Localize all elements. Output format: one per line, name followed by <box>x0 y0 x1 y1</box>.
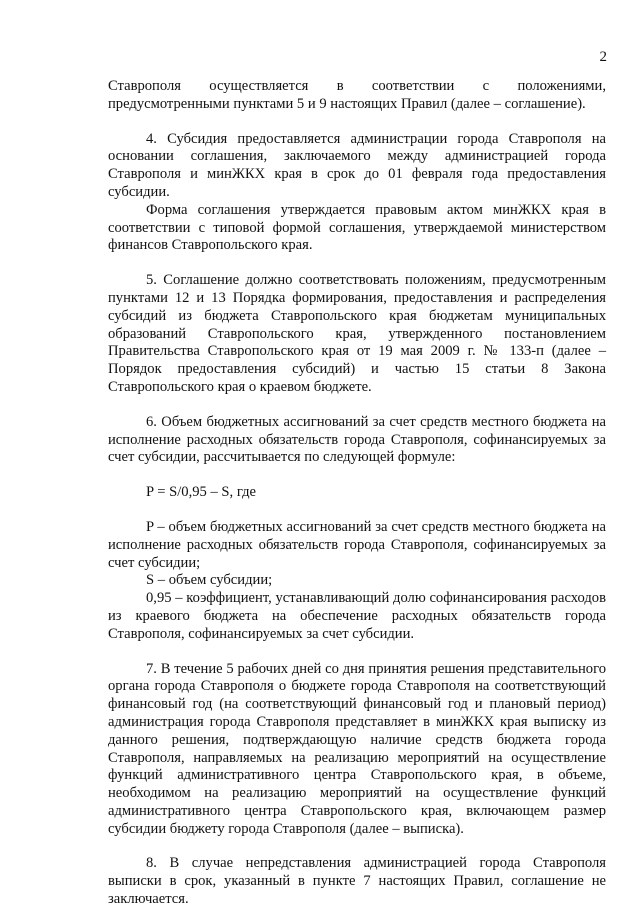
formula: P = S/0,95 – S, где <box>146 484 256 501</box>
paragraph-item-7: 7. В течение 5 рабочих дней со дня принятия решения представительного органа города Ставрополя о бюджете города Ставрополя на соответствующий финансовый год (на соответствующий финансовый год и плановый период) администрация города Ставрополя представляет в минЖКХ края выписку из данного решения, подтверждающую наличие средств бюджета города Ставрополя, направляемых на реализацию мероприятий на осуществление функций административного центра Ставропольского края, в объеме, необходимом на реализацию мероприятий на осуществление функций административного центра Ставропольского края, включающем размер субсидии бюджету города Ставрополя (далее – выписка). <box>108 660 606 837</box>
formula-definition-p: P – объем бюджетных ассигнований за счет средств местного бюджета на исполнение расходных обязательств города Ставрополя, софинансируемых за счет субсидии; <box>108 518 606 571</box>
paragraph-item-5: 5. Соглашение должно соответствовать положениям, предусмотренным пунктами 12 и 13 Порядка формирования, предоставления и распределения субсидий из бюджета Ставропольского края бюджетам муниципальных образований Ставропольского края, утвержденного постановлением Правительства Ставропольского края от 19 мая 2009 г. № 133-п (далее – Порядок предоставления субсидий) и частью 15 статьи 8 Закона Ставропольского края о краевом бюджете. <box>108 272 606 395</box>
paragraph-item-8: 8. В случае непредставления администрацией города Ставрополя выписки в срок, указанный в пункте 7 настоящих Правил, соглашение не заключается. <box>108 855 606 908</box>
page-number: 2 <box>599 49 607 65</box>
paragraph-agreement-form: Форма соглашения утверждается правовым актом минЖКХ края в соответствии с типовой формой соглашения, утверждаемой министерством финансов Ставропольского края. <box>108 201 606 254</box>
document-body <box>108 78 606 909</box>
paragraph-continuation: Ставрополя осуществляется в соответствии с положениями, предусмотренными пунктами 5 и 9 настоящих Правил (далее – соглашение). <box>108 78 606 112</box>
paragraph-item-6: 6. Объем бюджетных ассигнований за счет средств местного бюджета на исполнение расходных обязательств города Ставрополя, софинансируемых за счет субсидии, рассчитывается по следующей формуле: <box>108 413 606 466</box>
paragraph-item-4: 4. Субсидия предоставляется администрации города Ставрополя на основании соглашения, заключаемого между администрацией города Ставрополя и минЖКХ края в срок до 01 февраля года предоставления субсидии. <box>108 130 606 200</box>
formula-definition-coefficient: 0,95 – коэффициент, устанавливающий долю софинансирования расходов из краевого бюджета на обеспечение расходных обязательств города Ставрополя, софинансируемых за счет субсидии. <box>108 590 606 642</box>
formula-definition-s: S – объем субсидии; <box>146 572 273 589</box>
